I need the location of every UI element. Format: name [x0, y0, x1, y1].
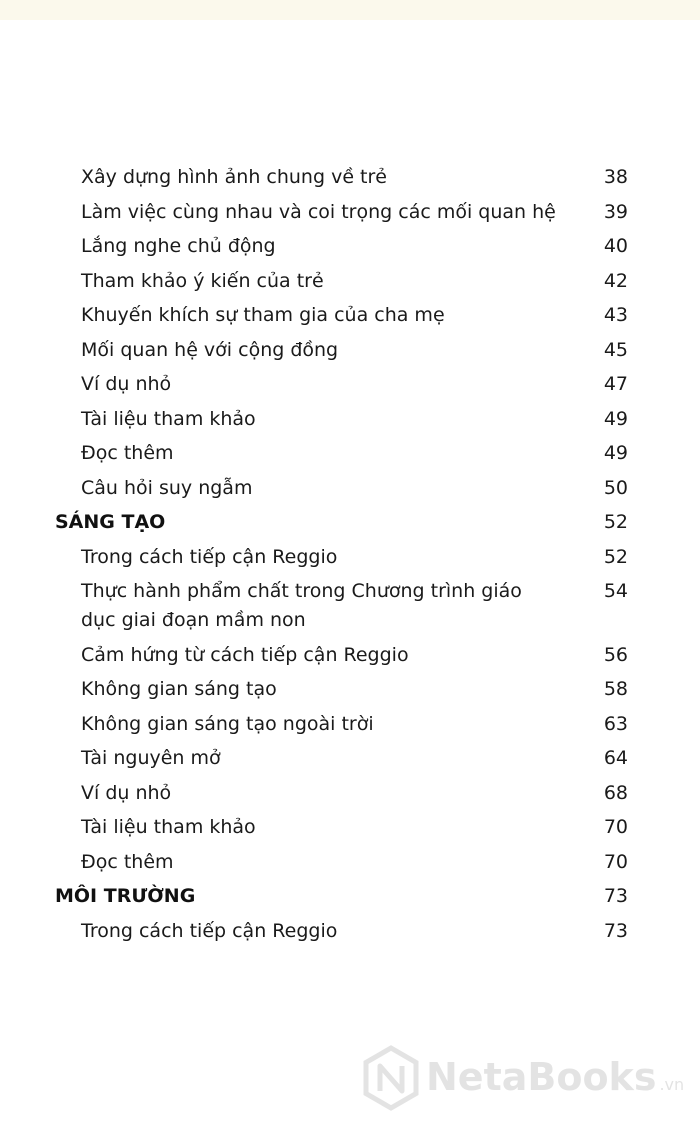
- toc-page-number: 49: [603, 442, 628, 464]
- toc-entry-row: [0, 439, 700, 468]
- toc-section-row: [0, 882, 700, 911]
- toc-entry-row: [0, 370, 700, 399]
- toc-entry-title: Lắng nghe chủ động: [81, 235, 276, 257]
- toc-page-number: 43: [603, 304, 628, 326]
- toc-entry-row: [0, 232, 700, 261]
- toc-entry-row: [0, 744, 700, 773]
- toc-page-number: 54: [603, 580, 628, 602]
- toc-page-number: 40: [603, 235, 628, 257]
- watermark-suffix: .vn: [659, 1075, 685, 1094]
- toc-entry-title: Trong cách tiếp cận Reggio: [81, 919, 338, 942]
- toc-entry-title: Ví dụ nhỏ: [81, 781, 172, 804]
- toc-entry-row: [0, 675, 700, 704]
- netabooks-watermark: [362, 1045, 692, 1111]
- toc-entry-row: [0, 301, 700, 330]
- toc-entry-title: Câu hỏi suy ngẫm: [81, 476, 253, 499]
- toc-page-number: 68: [603, 781, 628, 804]
- toc-entry-title: Xây dựng hình ảnh chung về trẻ: [81, 166, 387, 188]
- toc-entry-row: [0, 267, 700, 296]
- netabooks-logo-icon: [362, 1045, 420, 1111]
- toc-entry-row: [0, 813, 700, 842]
- toc-entry-title: Khuyến khích sự tham gia của cha mẹ: [81, 304, 445, 326]
- watermark-brand: NetaBooks .vn: [426, 1055, 685, 1099]
- toc-entry-row: [0, 710, 700, 739]
- toc-entry-row: [0, 474, 700, 503]
- toc-page-number: 63: [603, 712, 628, 735]
- toc-page-number: 39: [603, 200, 628, 223]
- toc-page-number: 73: [603, 919, 628, 942]
- toc-entry-row: [0, 641, 700, 670]
- toc-entry-title: Tài liệu tham khảo: [81, 816, 256, 838]
- toc-page-number: 49: [603, 407, 628, 430]
- toc-page-number: 52: [603, 545, 628, 568]
- toc-entry-row: [0, 917, 700, 946]
- toc-page-number: 58: [603, 678, 628, 700]
- toc-entry-row: [0, 336, 700, 365]
- toc-entry-title: Mối quan hệ với cộng đồng: [81, 338, 339, 361]
- toc-entry-title: Làm việc cùng nhau và coi trọng các mối quan hệ: [81, 200, 556, 223]
- toc-page-number: 47: [603, 373, 628, 395]
- toc-entry-title: Đọc thêm: [81, 850, 174, 873]
- toc-page-number: 64: [603, 747, 628, 769]
- toc-page-number: 50: [603, 476, 628, 499]
- toc-page-number: 45: [603, 338, 628, 361]
- toc-entry-title: MÔI TRƯỜNG: [55, 885, 196, 907]
- toc-entry-row: [0, 779, 700, 808]
- table-of-contents: [0, 163, 700, 951]
- toc-entry-title: Ví dụ nhỏ: [81, 373, 172, 395]
- toc-entry-title: Trong cách tiếp cận Reggio: [81, 545, 338, 568]
- toc-entry-row: [0, 405, 700, 434]
- toc-entry-title: Cảm hứng từ cách tiếp cận Reggio: [81, 643, 409, 666]
- toc-entry-row: [0, 848, 700, 877]
- toc-page-number: 70: [603, 850, 628, 873]
- toc-entry-title: Thực hành phẩm chất trong Chương trình giáo dục giai đoạn mầm non: [81, 580, 522, 631]
- toc-page-number: 42: [603, 269, 628, 292]
- page-top-band: [0, 0, 700, 20]
- toc-entry-title: Không gian sáng tạo ngoài trời: [81, 712, 374, 735]
- toc-entry-title: Đọc thêm: [81, 442, 174, 464]
- toc-entry-title: Tài nguyên mở: [81, 747, 221, 769]
- toc-entry-row: [0, 198, 700, 227]
- toc-entry-title: Tài liệu tham khảo: [81, 407, 256, 430]
- toc-page-number: 52: [603, 511, 628, 533]
- toc-entry-title: SÁNG TẠO: [55, 511, 166, 533]
- toc-entry-row: [0, 577, 700, 635]
- toc-entry-row: [0, 543, 700, 572]
- toc-page-number: 73: [603, 885, 628, 907]
- toc-section-row: [0, 508, 700, 537]
- toc-page-number: 70: [603, 816, 628, 838]
- toc-page-number: 56: [603, 643, 628, 666]
- toc-entry-title: Không gian sáng tạo: [81, 678, 277, 700]
- toc-page-number: 38: [603, 166, 628, 188]
- toc-entry-title: Tham khảo ý kiến của trẻ: [81, 269, 324, 292]
- toc-entry-row: [0, 163, 700, 192]
